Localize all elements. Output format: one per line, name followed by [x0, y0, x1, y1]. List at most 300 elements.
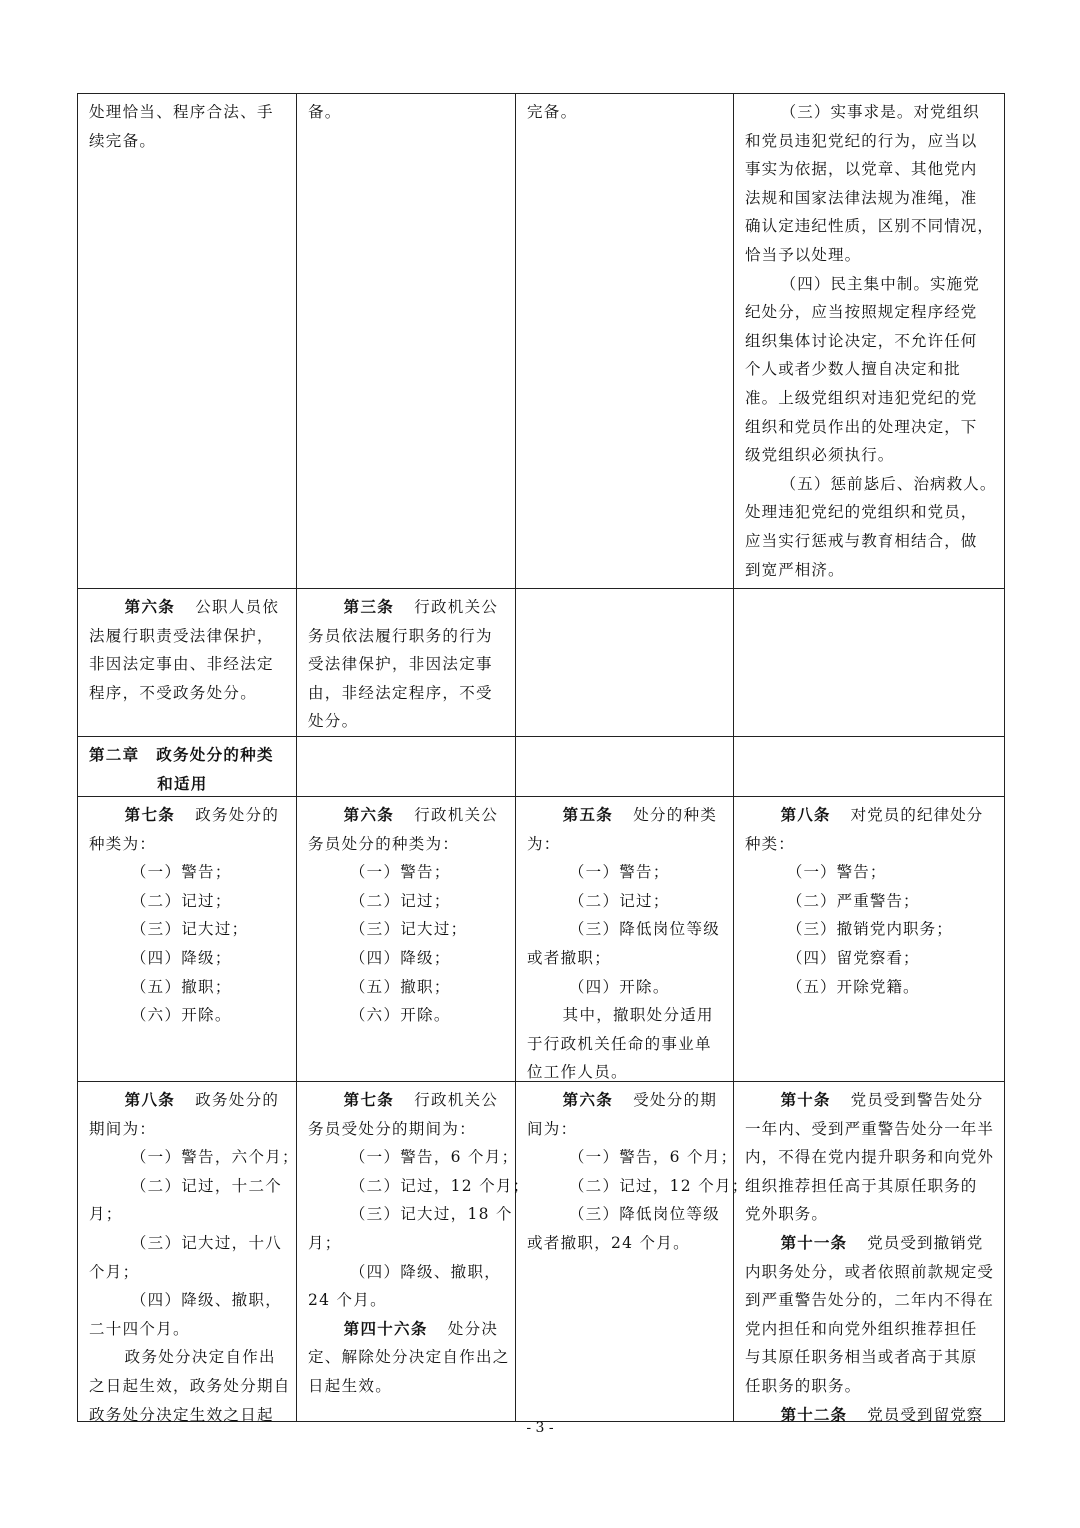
paragraph [89, 801, 290, 858]
text-line [89, 801, 290, 830]
table-cell [516, 1082, 749, 1422]
paragraph [745, 98, 998, 270]
paragraph [308, 593, 509, 736]
line-text: 于行政机关任命的事业单 [527, 1034, 712, 1053]
list-item [308, 1200, 513, 1257]
text-line [308, 887, 509, 916]
line-text: 行政机关公 [414, 1091, 499, 1109]
line-text: 或者撤职，24 个月。 [527, 1233, 690, 1252]
table-cell [516, 94, 734, 589]
table-cell [734, 737, 1005, 797]
text-line [89, 1143, 299, 1172]
line-text: 党员受到警告处分 [850, 1091, 984, 1109]
text-line [745, 384, 998, 413]
text-line [308, 1372, 509, 1401]
text-line [745, 155, 998, 184]
chapter-heading [89, 741, 290, 798]
line-text: 种类为： [89, 834, 157, 853]
line-text: （二）记过，12 个月； [568, 1176, 749, 1195]
paragraph [745, 1229, 998, 1401]
text-line [527, 973, 727, 1002]
text-line [745, 887, 998, 916]
text-line [89, 127, 290, 156]
text-line [89, 858, 290, 887]
line-text: （二）记过； [130, 891, 232, 910]
text-line [745, 1229, 998, 1258]
text-line [89, 98, 290, 127]
line-text: （三）撤销党内职务； [786, 920, 953, 939]
table-cell [78, 737, 297, 797]
text-line [308, 1001, 509, 1030]
text-line [89, 944, 290, 973]
table-cell [516, 737, 734, 797]
line-text: （五）撤职； [349, 977, 451, 996]
article-number: 第六条 [562, 1090, 614, 1109]
list-item [308, 1143, 519, 1172]
line-text: 公职人员依 [195, 598, 280, 616]
table-cell [78, 94, 297, 589]
text-line [308, 973, 509, 1002]
text-line [745, 270, 998, 299]
text-line [745, 212, 998, 241]
paragraph [89, 593, 290, 707]
text-line [308, 622, 509, 651]
line-text: 处分。 [308, 712, 359, 731]
line-text: 月； [89, 1205, 123, 1224]
list-item [527, 1200, 727, 1257]
text-line [745, 413, 998, 442]
text-line [745, 801, 998, 830]
line-text: 处分的种类 [633, 806, 718, 824]
line-text: 确认定违纪性质，区别不同情况， [745, 217, 995, 236]
line-text: （四）降级； [130, 948, 232, 967]
line-text: （五）惩前毖后、治病救人。 [780, 474, 997, 493]
list-item [308, 1001, 509, 1030]
table-cell [734, 1082, 1005, 1422]
table-cell [516, 589, 734, 737]
line-text: 完备。 [527, 103, 578, 121]
line-text: 务员依法履行职务的行为 [308, 626, 493, 645]
text-line [745, 1372, 998, 1401]
list-item [89, 1286, 290, 1343]
text-line [89, 1372, 290, 1401]
text-line [745, 241, 998, 270]
list-item [527, 973, 727, 1002]
line-text: 政务处分决定自作出 [124, 1348, 276, 1367]
article-number: 第六条 [124, 597, 176, 616]
text-line [308, 915, 509, 944]
text-line [89, 1315, 290, 1344]
line-text: 为： [527, 834, 561, 853]
line-text: 行政机关公 [414, 598, 499, 616]
text-line [89, 1115, 290, 1144]
line-text: （三）记大过； [130, 920, 249, 939]
list-item [527, 887, 727, 916]
line-text: 第二章 政务处分的种类 [89, 745, 274, 764]
line-text: （五）开除党籍。 [786, 977, 920, 996]
article-number: 第六条 [343, 805, 395, 824]
text-line [308, 679, 509, 708]
line-text: 一年内、受到严重警告处分一年半 [745, 1119, 995, 1138]
list-item [89, 1229, 290, 1286]
table-row [78, 589, 1005, 737]
line-text: （一）警告，六个月； [130, 1148, 299, 1167]
line-text: 备。 [308, 103, 342, 121]
text-line [89, 1343, 290, 1372]
line-text: （二）记过； [349, 891, 451, 910]
text-line [308, 1086, 509, 1115]
paragraph [89, 1086, 290, 1143]
line-text: 对党员的纪律处分 [850, 806, 984, 824]
text-line [89, 1001, 290, 1030]
text-line [89, 1172, 290, 1201]
text-line [745, 1258, 998, 1287]
line-text: （三）记大过； [349, 920, 468, 939]
line-text: 到宽严相济。 [745, 560, 845, 579]
line-text: （二）记过，12 个月； [349, 1176, 530, 1195]
text-line [308, 1286, 509, 1315]
paragraph [308, 98, 509, 127]
text-line [89, 1258, 290, 1287]
article-number: 第七条 [343, 1090, 395, 1109]
line-text: 法规和国家法律法规为准绳，准 [745, 188, 978, 207]
text-line [89, 915, 290, 944]
text-line [745, 127, 998, 156]
article-number: 第八条 [124, 1090, 176, 1109]
line-text: 组织集体讨论决定，不允许任何 [745, 331, 978, 350]
text-line [89, 830, 290, 859]
line-text: 准。上级党组织对违犯党纪的党 [745, 388, 978, 407]
line-text: 由，非经法定程序，不受 [308, 683, 493, 702]
text-line [527, 1143, 738, 1172]
text-line [745, 858, 998, 887]
list-item [89, 915, 290, 944]
table-cell [297, 797, 516, 1082]
line-text: 个人或者少数人擅自决定和批 [745, 360, 961, 379]
text-line [89, 1086, 290, 1115]
text-line [745, 184, 998, 213]
text-line [527, 98, 727, 127]
list-item [527, 1172, 749, 1201]
list-item [745, 973, 998, 1002]
text-line [745, 327, 998, 356]
table-cell [734, 589, 1005, 737]
text-line [89, 887, 290, 916]
list-item [745, 915, 998, 944]
text-line [745, 1200, 998, 1229]
list-item [527, 1143, 738, 1172]
list-item [89, 1172, 290, 1229]
text-line [308, 1229, 509, 1258]
text-line [527, 1001, 727, 1030]
comparison-table [77, 93, 1005, 1422]
line-text: 应当实行惩戒与教育相结合，做 [745, 531, 978, 550]
line-text: （四）留党察看； [786, 948, 920, 967]
line-text: 程序，不受政务处分。 [89, 683, 258, 702]
line-text: （四）降级； [349, 948, 451, 967]
line-text: 个月； [89, 1262, 140, 1281]
line-text: 处理违犯党纪的党组织和党员， [745, 503, 978, 522]
text-line [308, 1258, 509, 1287]
line-text: 期间为： [89, 1119, 157, 1138]
text-line [308, 858, 509, 887]
paragraph [89, 98, 290, 155]
line-text: （四）降级、撤职， [349, 1262, 502, 1281]
line-text: 其中，撤职处分适用 [562, 1006, 714, 1025]
text-line [308, 650, 509, 679]
line-text: 24 个月。 [308, 1291, 387, 1310]
text-line [745, 944, 998, 973]
text-line [527, 1172, 749, 1201]
paragraph [308, 1315, 509, 1401]
paragraph [527, 98, 727, 127]
table-cell [297, 737, 516, 797]
line-text: （一）警告； [349, 863, 451, 882]
line-text: 与其原任职务相当或者高于其原 [745, 1348, 978, 1367]
text-line [527, 1086, 727, 1115]
line-text: 事实为依据，以党章、其他党内 [745, 160, 978, 179]
text-line [745, 1115, 998, 1144]
text-line [527, 801, 727, 830]
text-line [308, 1172, 530, 1201]
text-line [527, 1229, 727, 1258]
line-text: 行政机关公 [414, 806, 499, 824]
table-cell [78, 589, 297, 737]
line-text: 党员受到撤销党 [867, 1233, 984, 1252]
text-line [89, 973, 290, 1002]
line-text: 或者撤职； [527, 948, 612, 967]
table-row [78, 94, 1005, 589]
line-text: 组织和党员作出的处理决定，下 [745, 417, 978, 436]
list-item [89, 1001, 290, 1030]
text-line [527, 887, 727, 916]
paragraph [308, 1086, 509, 1143]
line-text: （五）撤职； [130, 977, 232, 996]
line-text: （三）降低岗位等级 [568, 1205, 721, 1224]
text-line [527, 1200, 727, 1229]
line-text: 到严重警告处分的，二年内不得在 [745, 1291, 995, 1310]
line-text: 党员受到留党察 [867, 1405, 984, 1424]
list-item [308, 944, 509, 973]
text-line [527, 1115, 727, 1144]
text-line [745, 298, 998, 327]
list-item [308, 887, 509, 916]
line-text: （二）严重警告； [786, 891, 920, 910]
table-row [78, 737, 1005, 797]
line-text: 内，不得在党内提升职务和向党外 [745, 1148, 995, 1167]
text-line [527, 830, 727, 859]
table-cell [297, 94, 516, 589]
text-line [89, 770, 290, 799]
text-line [89, 741, 290, 770]
article-number: 第八条 [780, 805, 831, 824]
text-line [308, 707, 509, 736]
text-line [89, 1229, 290, 1258]
paragraph [745, 470, 998, 584]
line-text: （三）记大过，18 个 [349, 1205, 513, 1224]
list-item [308, 1258, 509, 1315]
line-text: （四）降级、撤职， [130, 1291, 283, 1310]
line-text: （一）警告； [130, 863, 232, 882]
line-text: 位工作人员。 [527, 1063, 628, 1082]
text-line [89, 679, 290, 708]
list-item [89, 973, 290, 1002]
text-line [308, 1143, 519, 1172]
line-text: （一）警告，6 个月； [568, 1148, 738, 1167]
line-text: 任职务的职务。 [745, 1376, 862, 1395]
table-row [78, 1082, 1005, 1422]
line-text: 纪处分，应当按照规定程序经党 [745, 303, 978, 322]
table-cell [78, 1082, 297, 1422]
text-line [308, 1315, 509, 1344]
list-item [308, 858, 509, 887]
page-number: - 3 - [526, 1420, 554, 1436]
article-number: 第三条 [343, 597, 395, 616]
line-text: （四）民主集中制。实施党 [780, 274, 980, 293]
table-cell [734, 94, 1005, 589]
text-line [89, 1200, 290, 1229]
table-cell [734, 797, 1005, 1082]
line-text: 间为： [527, 1119, 578, 1138]
text-line [745, 1172, 998, 1201]
list-item [745, 887, 998, 916]
text-line [308, 1200, 513, 1229]
text-line [527, 915, 727, 944]
line-text: （一）警告，6 个月； [349, 1148, 519, 1167]
table-cell [297, 1082, 530, 1422]
list-item [745, 858, 998, 887]
line-text: （三）实事求是。对党组织 [780, 103, 980, 121]
text-line [89, 650, 290, 679]
text-line [308, 944, 509, 973]
line-text: 二十四个月。 [89, 1319, 190, 1338]
line-text: 法履行职责受法律保护， [89, 626, 274, 645]
line-text: （二）记过，十二个 [130, 1176, 283, 1195]
list-item [89, 944, 290, 973]
article-number: 第四十六条 [343, 1318, 428, 1338]
text-line [745, 1315, 998, 1344]
text-line [745, 441, 998, 470]
text-line [308, 593, 509, 622]
line-text: 务员受处分的期间为： [308, 1119, 477, 1138]
paragraph [527, 801, 727, 858]
list-item [308, 1172, 530, 1201]
table-cell [297, 589, 516, 737]
text-line [527, 944, 727, 973]
article-number: 第七条 [124, 805, 176, 824]
list-item [527, 915, 727, 972]
line-text: 和适用 [157, 773, 208, 793]
line-text: 非因法定事由、非经法定 [89, 655, 274, 674]
paragraph [745, 270, 998, 470]
line-text: 政务处分的 [195, 1091, 280, 1109]
article-number: 第十条 [780, 1090, 831, 1109]
table-row [78, 797, 1005, 1082]
line-text: （六）开除。 [349, 1006, 451, 1025]
line-text: 党外职务。 [745, 1205, 829, 1224]
list-item [89, 858, 290, 887]
text-line [745, 527, 998, 556]
list-item [527, 858, 727, 887]
text-line [745, 915, 998, 944]
text-line [308, 98, 509, 127]
list-item [308, 915, 509, 944]
text-line [308, 801, 509, 830]
table-cell [78, 797, 297, 1082]
text-line [745, 556, 998, 585]
article-number: 第五条 [562, 805, 614, 824]
line-text: 级党组织必须执行。 [745, 446, 895, 465]
text-line [308, 1343, 509, 1372]
line-text: （一）警告； [786, 863, 887, 882]
list-item [89, 1143, 299, 1172]
line-text: 处分决 [447, 1319, 499, 1338]
text-line [745, 498, 998, 527]
article-number: 第十一条 [780, 1232, 848, 1252]
line-text: 内职务处分，或者依照前款规定受 [745, 1262, 995, 1281]
line-text: 政务处分的 [195, 806, 280, 824]
line-text: 受法律保护，非因法定事 [308, 655, 493, 674]
text-line [745, 1086, 998, 1115]
paragraph [745, 801, 998, 858]
line-text: 之日起生效，政务处分期自 [89, 1376, 291, 1395]
text-line [745, 973, 998, 1002]
text-line [745, 470, 998, 499]
text-line [527, 858, 727, 887]
text-line [308, 830, 509, 859]
paragraph [527, 1086, 727, 1143]
text-line [527, 1030, 727, 1059]
line-text: 和党员违犯党纪的行为，应当以 [745, 131, 978, 150]
paragraph [527, 1001, 727, 1087]
text-line [89, 593, 290, 622]
text-line [745, 1343, 998, 1372]
text-line [745, 1286, 998, 1315]
line-text: 受处分的期 [633, 1091, 718, 1109]
table-cell [516, 797, 734, 1082]
text-line [745, 355, 998, 384]
text-line [308, 1115, 509, 1144]
line-text: 定、解除处分决定自作出之 [308, 1348, 510, 1367]
line-text: （六）开除。 [130, 1006, 232, 1025]
text-line [745, 1143, 998, 1172]
text-line [745, 98, 998, 127]
line-text: （三）降低岗位等级 [568, 920, 721, 939]
paragraph [308, 801, 509, 858]
line-text: 政务处分决定生效之日起 [89, 1405, 274, 1424]
text-line [89, 622, 290, 651]
text-line [89, 1286, 290, 1315]
paragraph [89, 1343, 290, 1429]
line-text: （二）记过； [568, 891, 670, 910]
line-text: 恰当予以处理。 [745, 245, 862, 264]
text-line [745, 830, 998, 859]
list-item [89, 887, 290, 916]
line-text: 处理恰当、程序合法、手 [89, 103, 274, 121]
line-text: 组织推荐担任高于其原任职务的 [745, 1176, 978, 1195]
line-text: 日起生效。 [308, 1376, 393, 1395]
line-text: 种类： [745, 834, 795, 853]
line-text: （三）记大过，十八 [130, 1233, 283, 1252]
article-number: 第十二条 [780, 1404, 848, 1424]
list-item [308, 973, 509, 1002]
line-text: （四）开除。 [568, 977, 670, 996]
line-text: 月； [308, 1233, 342, 1252]
line-text: 党内担任和向党外组织推荐担任 [745, 1319, 978, 1338]
line-text: 续完备。 [89, 131, 157, 150]
line-text: （一）警告； [568, 863, 670, 882]
list-item [745, 944, 998, 973]
